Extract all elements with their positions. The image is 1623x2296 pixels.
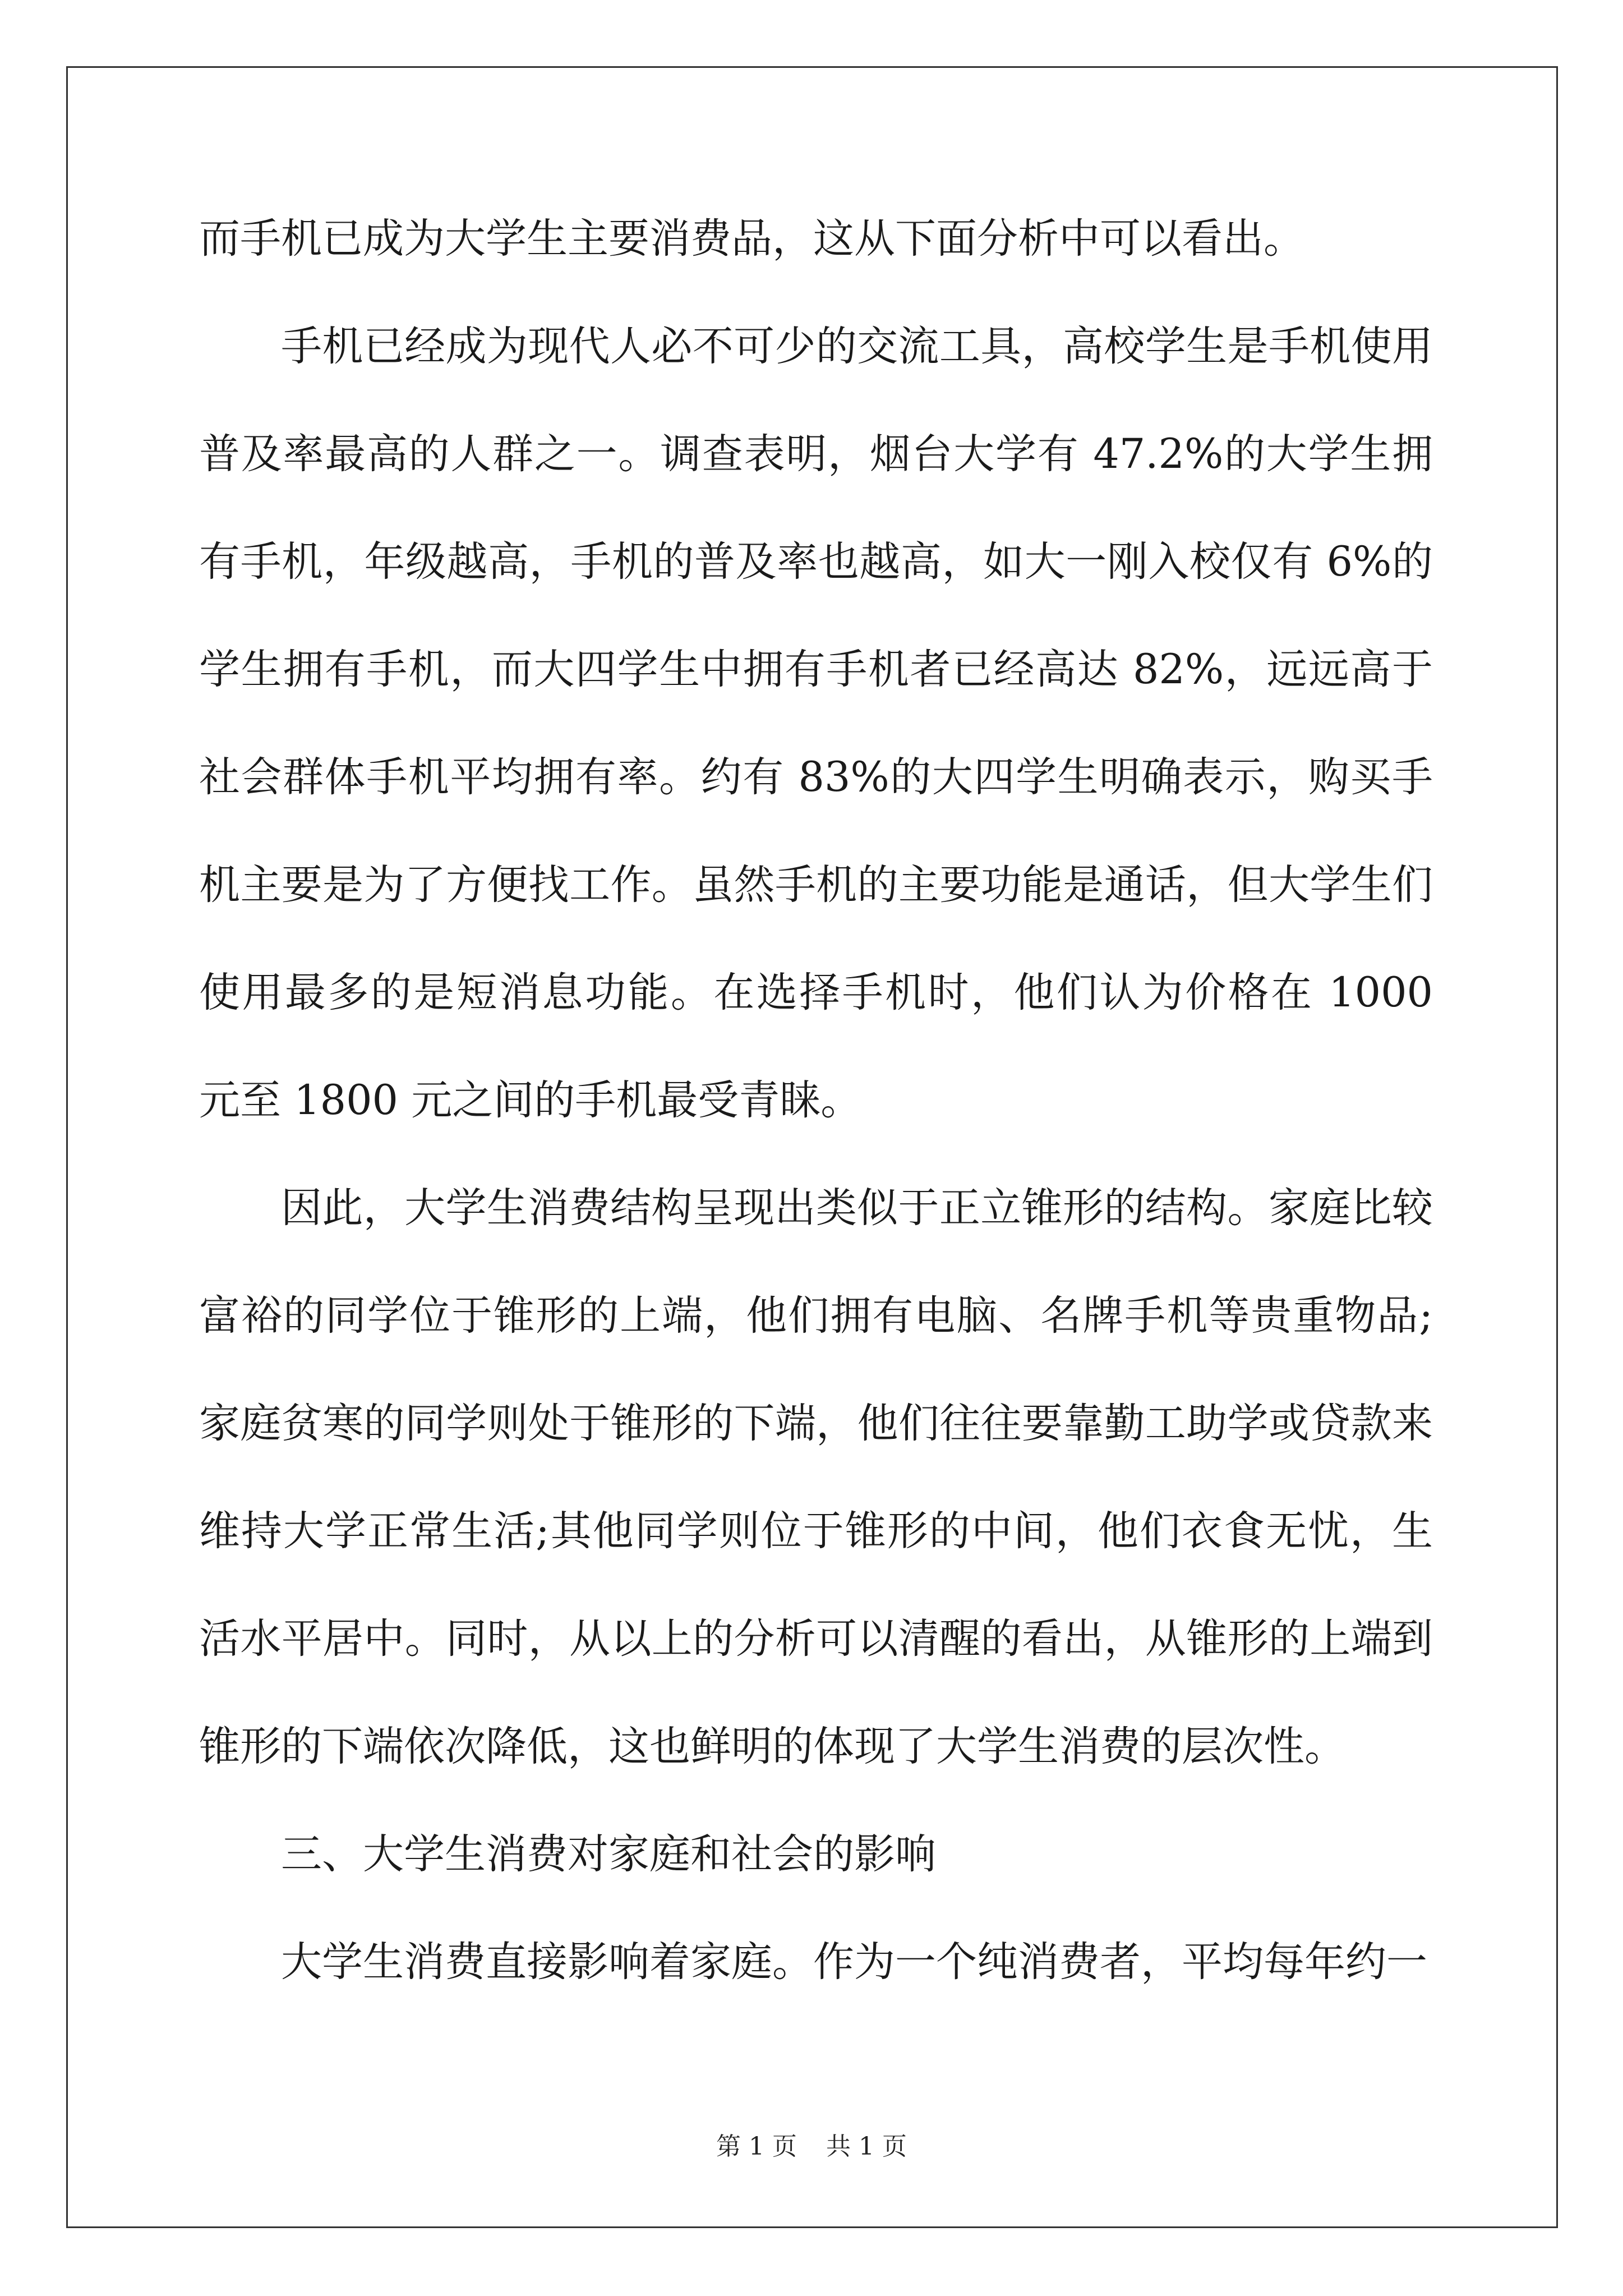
paragraph: 手机已经成为现代人必不可少的交流工具，高校学生是手机使用普及率最高的人群之一。调查表明，烟台大学有 47.2%的大学生拥有手机，年级越高，手机的普及率也越高，如大一刚入校仅有 6%的学生拥有手机，而大四学生中拥有手机者已经高达 82%，远远高于社会群体手机平均拥有率。约有 83%的大四学生明确表示，购买手机主要是为了方便找工作。虽然手机的主要功能是通话，但大学生们使用最多的是短消息功能。在选择手机时，他们认为价格在 1000 元至 1800 元之间的手机最受青睐。 bbox=[199, 323, 1433, 1124]
paragraph: 大学生消费直接影响着家庭。作为一个纯消费者，平均每年约一 bbox=[281, 1938, 1427, 1986]
page-number: 第 1 页 bbox=[716, 2132, 797, 2161]
page-total: 共 1 页 bbox=[826, 2132, 907, 2161]
paragraph: 而手机已成为大学生主要消费品，这从下面分析中可以看出。 bbox=[199, 215, 1304, 263]
page-footer bbox=[0, 2126, 1623, 2162]
paragraph: 因此，大学生消费结构呈现出类似于正立锥形的结构。家庭比较富裕的同学位于锥形的上端，他们拥有电脑、名牌手机等贵重物品;家庭贫寒的同学则处于锥形的下端，他们往往要靠勤工助学或贷款来维持大学正常生活;其他同学则位于锥形的中间，他们衣食无忧，生活水平居中。同时，从以上的分析可以清醒的看出，从锥形的上端到锥形的下端依次降低，这也鲜明的体现了大学生消费的层次性。 bbox=[199, 1184, 1433, 1770]
document-body bbox=[199, 185, 1433, 2016]
section-heading: 三、大学生消费对家庭和社会的影响 bbox=[281, 1830, 936, 1878]
